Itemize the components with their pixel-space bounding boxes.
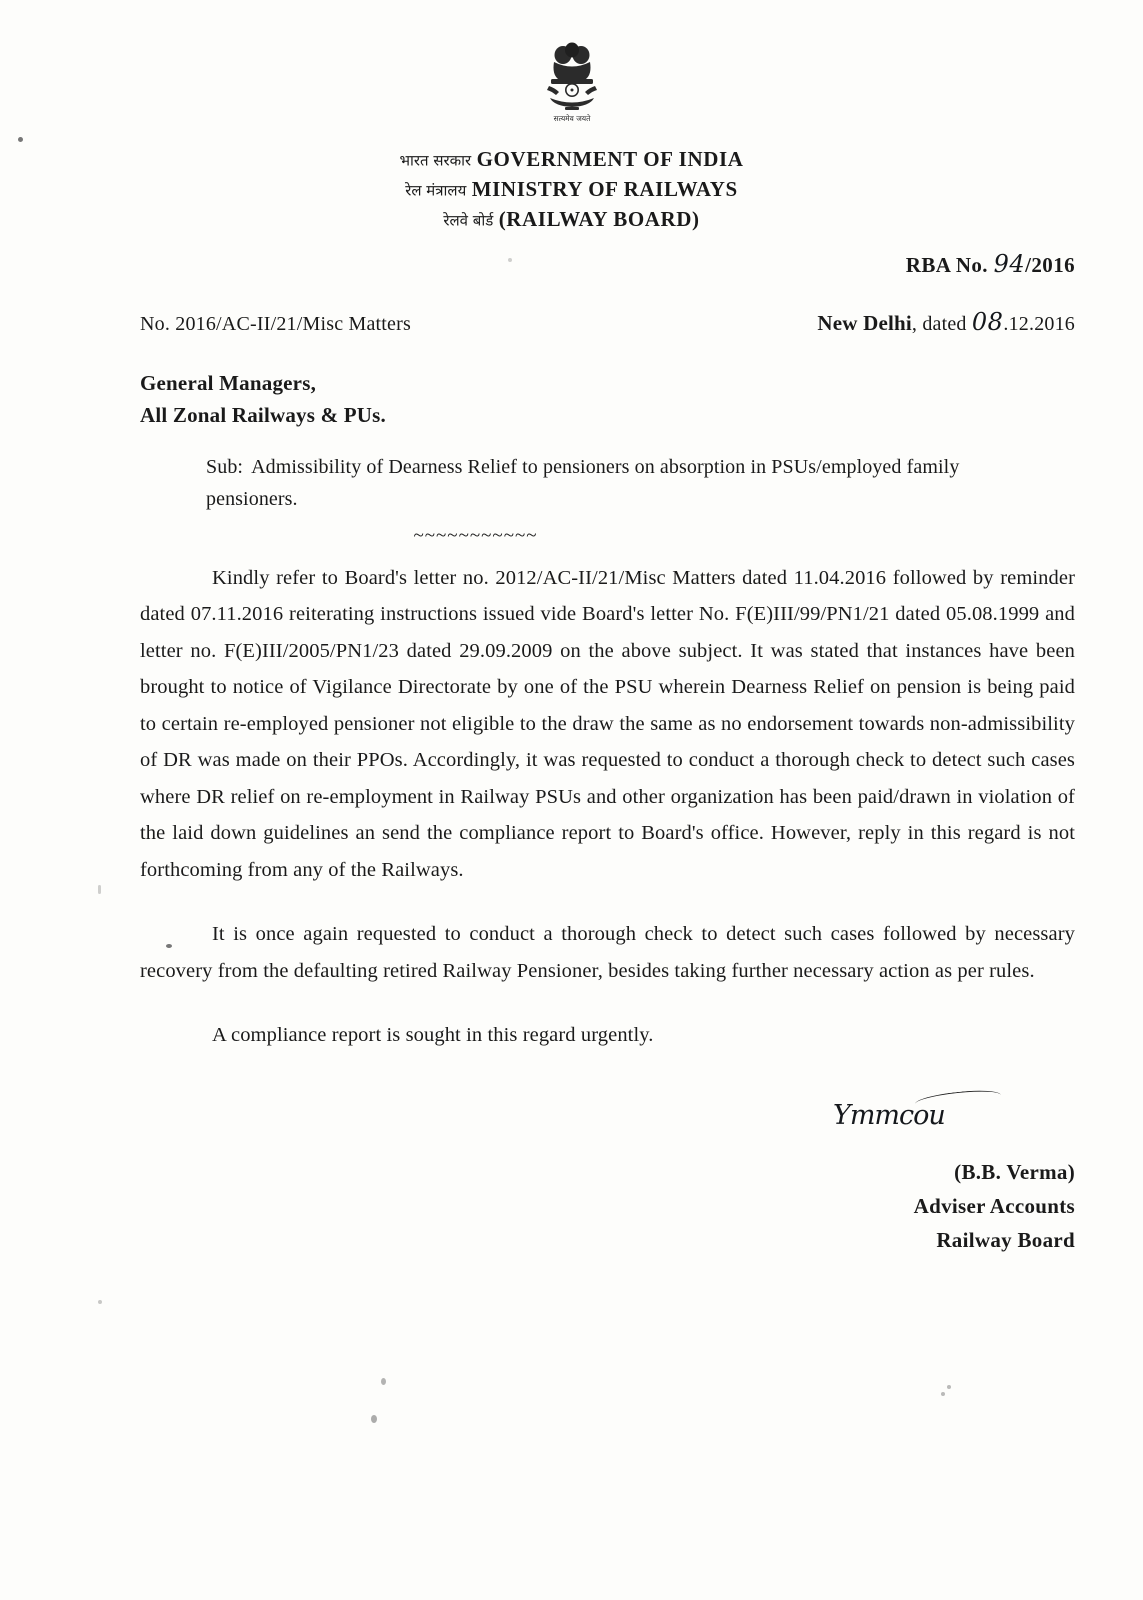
letterhead-line1-english: GOVERNMENT OF INDIA <box>476 147 744 171</box>
letterhead-line3-hindi: रेलवे बोर्ड <box>443 211 494 230</box>
date-day-handwritten: 08 <box>971 308 1004 336</box>
signature-scribble-text: Ymmcou <box>833 1100 945 1131</box>
rba-number <box>906 250 1075 278</box>
scan-speck <box>371 1415 377 1423</box>
letterhead-line-board <box>0 205 1143 235</box>
letterhead-line-ministry <box>0 175 1143 205</box>
letterhead-line2-english: MINISTRY OF RAILWAYS <box>471 176 738 201</box>
rba-number-handwritten: 94 <box>993 250 1026 278</box>
scan-speck <box>941 1392 945 1396</box>
addressee-block <box>140 368 386 431</box>
handwritten-signature <box>833 1100 993 1160</box>
letterhead-line-government <box>0 145 1143 175</box>
addressee-line-2: All Zonal Railways & PUs. <box>140 402 386 427</box>
emblem-motto-text: सत्यमेव जयते <box>553 114 590 123</box>
scan-speck <box>166 944 172 948</box>
signatory-designation: Adviser Accounts <box>913 1194 1075 1219</box>
letterhead <box>0 145 1143 234</box>
scan-speck <box>947 1385 951 1389</box>
letterhead-line3-english: (RAILWAY BOARD) <box>498 206 700 231</box>
addressee-line-1: General Managers, <box>140 371 317 395</box>
date-prefix: , dated <box>911 313 972 335</box>
rba-year: /2016 <box>1025 253 1075 277</box>
scan-speck <box>508 258 512 262</box>
place-label: New Delhi <box>817 311 912 335</box>
subject-text: Admissibility of Dearness Relief to pensioners on absorption in PSUs/employed family pensioners. <box>206 456 960 510</box>
rba-label: RBA No. <box>905 253 988 277</box>
india-state-emblem-icon <box>541 38 603 130</box>
reference-date-row <box>140 308 1075 336</box>
place-and-date <box>817 308 1075 336</box>
scan-speck <box>18 137 23 142</box>
letterhead-line2-hindi: रेल मंत्रालय <box>405 181 467 200</box>
signatory-block <box>914 1155 1075 1257</box>
letterhead-line1-hindi: भारत सरकार <box>399 151 472 170</box>
signatory-office: Railway Board <box>936 1228 1075 1253</box>
emblem-container <box>0 38 1143 135</box>
letter-body <box>140 560 1075 1082</box>
date-rest: .12.2016 <box>1003 313 1075 335</box>
subject-block <box>206 452 1045 551</box>
subject-divider: ~~~~~~~~~~~ <box>413 525 538 547</box>
subject-label: Sub: <box>206 456 244 478</box>
body-paragraph-1: Kindly refer to Board's letter no. 2012/AC-II/21/Misc Matters dated 11.04.2016 followed by reminder dated 07.11.2016 reiterating instructions issued vide Board's letter No. F(E)III/99/PN1/21 dated 05.08.1999 and letter no. F(E)III/2005/PN1/23 dated 29.09.2009 on the above subject. It was stated that instances have been brought to notice of Vigilance Directorate by one of the PSU wherein Dearness Relief on pension is being paid to certain re-employed pensioner not eligible to the draw the same as no endorsement towards non-admissibility of DR was made on their PPOs. Accordingly, it was requested to conduct a thorough check to detect such cases where DR relief on re-employment in Railway PSUs and other organization has been paid/drawn in violation of the laid down guidelines an send the compliance report to Board's office. However, reply in this regard is not forthcoming from any of the Railways. <box>140 567 1075 881</box>
scan-speck <box>98 1300 102 1304</box>
scan-speck <box>381 1378 386 1385</box>
body-paragraph-3: A compliance report is sought in this regard urgently. <box>212 1024 654 1047</box>
body-paragraph-2: It is once again requested to conduct a thorough check to detect such cases followed by necessary recovery from the defaulting retired Railway Pensioner, besides taking further necessary action as per rules. <box>140 923 1075 982</box>
reference-number: No. 2016/AC-II/21/Misc Matters <box>140 313 411 335</box>
scan-speck <box>98 885 101 894</box>
signatory-name: (B.B. Verma) <box>954 1160 1075 1184</box>
